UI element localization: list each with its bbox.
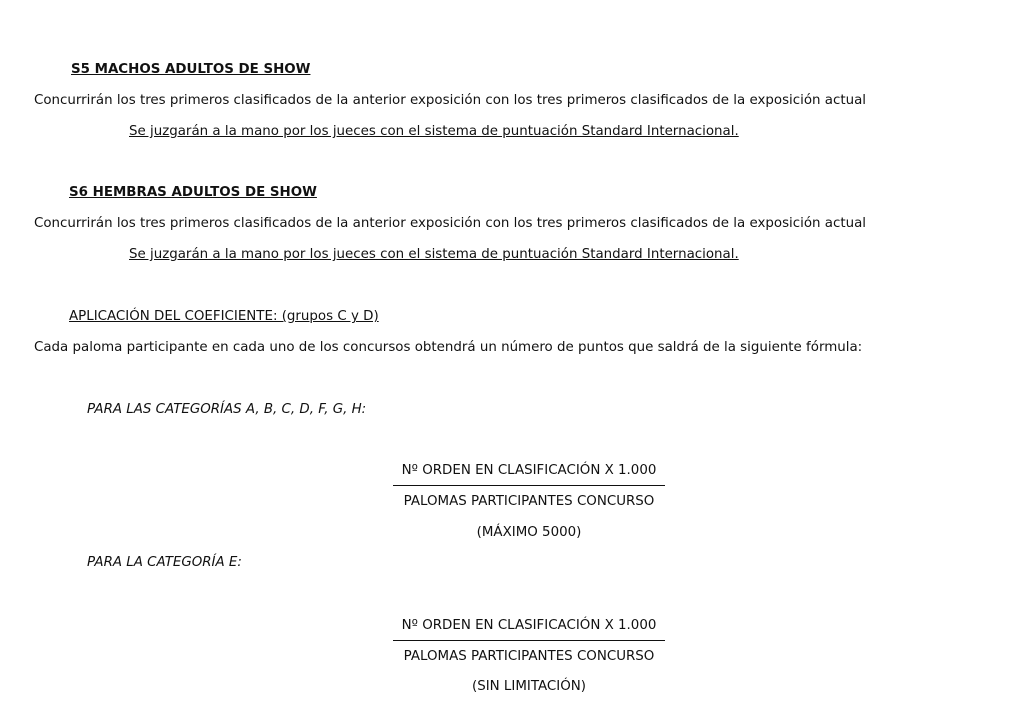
formula-abcdfgh-denominator: PALOMAS PARTICIPANTES CONCURSO	[403, 494, 655, 509]
formula-abcdfgh-limit: (MÁXIMO 5000)	[476, 525, 582, 540]
s5-judging-note: Se juzgarán a la mano por los jueces con el sistema de puntuación Standard Internacional.	[129, 124, 739, 139]
formula-e-denominator: PALOMAS PARTICIPANTES CONCURSO	[403, 649, 655, 664]
formula-e-numerator: Nº ORDEN EN CLASIFICACIÓN X 1.000	[401, 618, 657, 633]
coefficient-intro: Cada paloma participante en cada uno de los concursos obtendrá un número de puntos que saldrá de la siguiente fórmula:	[34, 340, 863, 355]
s5-paragraph: Concurrirán los tres primeros clasificados de la anterior exposición con los tres primeros clasificados de la exposición actual	[34, 93, 867, 108]
formula-abcdfgh-label: PARA LAS CATEGORÍAS A, B, C, D, F, G, H:	[87, 402, 367, 417]
s5-heading: S5 MACHOS ADULTOS DE SHOW	[71, 62, 311, 77]
s6-paragraph: Concurrirán los tres primeros clasificados de la anterior exposición con los tres primeros clasificados de la exposición actual	[34, 216, 867, 231]
coefficient-heading: APLICACIÓN DEL COEFICIENTE: (grupos C y D)	[69, 309, 379, 324]
formula-e-limit: (SIN LIMITACIÓN)	[471, 679, 586, 694]
formula-abcdfgh-fraction-bar	[393, 485, 665, 486]
formula-abcdfgh-numerator: Nº ORDEN EN CLASIFICACIÓN X 1.000	[401, 463, 657, 478]
s6-judging-note: Se juzgarán a la mano por los jueces con el sistema de puntuación Standard Internacional.	[129, 247, 739, 262]
formula-e-fraction-bar	[393, 640, 665, 641]
formula-e-label: PARA LA CATEGORÍA E:	[87, 555, 242, 570]
s6-heading: S6 HEMBRAS ADULTOS DE SHOW	[69, 185, 317, 200]
